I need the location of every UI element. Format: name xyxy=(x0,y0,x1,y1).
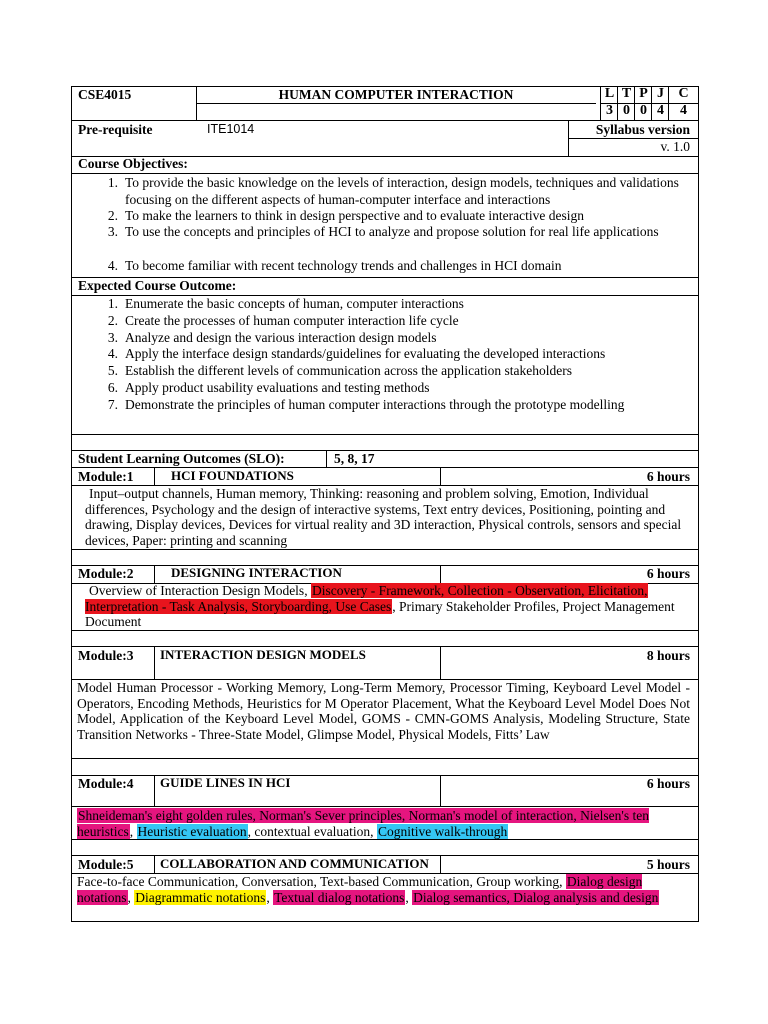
ltpjc-value-l: 3 xyxy=(606,103,613,118)
objective-item: 2. To make the learners to think in design perspective and to evaluate interactive design xyxy=(107,208,585,223)
outcome-item: 1. Enumerate the basic concepts of human, computer interactions xyxy=(107,296,464,311)
module-4-highlight-blue: Cognitive walk-through xyxy=(377,823,508,839)
module-5-text: Face-to-face Communication, Conversation, Text-based Communication, Group working, xyxy=(77,874,566,889)
outcome-item: 5. Establish the different levels of communication across the application stakeholders xyxy=(107,363,572,378)
module-5-text: , xyxy=(127,889,135,905)
course-title: HUMAN COMPUTER INTERACTION xyxy=(278,87,514,102)
module-4-title: GUIDE LINES IN HCI xyxy=(160,775,291,790)
outcome-item: 6. Apply product usability evaluations and testing methods xyxy=(107,380,430,395)
module-4-label: Module:4 xyxy=(78,776,134,791)
module-5-highlight-yellow: Diagrammatic notations xyxy=(135,889,266,905)
module-5-title: COLLABORATION AND COMMUNICATION xyxy=(160,856,429,871)
module-5-content xyxy=(77,874,695,905)
ltpjc-label-l: L xyxy=(604,86,615,101)
slo-value: 5, 8, 17 xyxy=(334,451,375,466)
outcome-item: 7. Demonstrate the principles of human computer interactions through the prototype modelling xyxy=(107,397,625,412)
ltpjc-value-j: 4 xyxy=(657,103,664,118)
module-1-hours: 6 hours xyxy=(646,469,690,484)
module-5-text: , xyxy=(266,889,274,905)
outcomes-heading: Expected Course Outcome: xyxy=(78,278,237,293)
module-4-text: , xyxy=(129,823,137,839)
ltpjc-label-j: J xyxy=(657,86,664,101)
module-3-label: Module:3 xyxy=(78,648,134,663)
module-1-title: HCI FOUNDATIONS xyxy=(171,468,294,483)
slo-label: Student Learning Outcomes (SLO): xyxy=(78,451,285,466)
ltpjc-value-c: 4 xyxy=(680,103,687,118)
module-5-hours: 5 hours xyxy=(646,857,690,872)
module-4-text: , contextual evaluation, xyxy=(247,823,377,839)
module-2-highlight-red: Discovery - Framework, Collection - Observation, Elicitation, Interpretation - Task Analysis, Storyboarding, Use Cases xyxy=(85,583,648,614)
module-1-content: Input–output channels, Human memory, Thinking: reasoning and problem solving, Emotion, Individual differences, Psychology and the design of interactive systems, Text entry devices, Positioning, pointing and drawing, Display devices, Devices for virtual reality and 3D interaction, Physical controls, sensors and special devices, Paper: printing and scanning xyxy=(85,486,682,548)
module-5-highlight-pink: Textual dialog notations xyxy=(274,889,405,905)
ltpjc-value-t: 0 xyxy=(623,103,630,118)
ltpjc-label-t: T xyxy=(621,86,632,101)
module-5-highlight-pink: Dialog design notations xyxy=(77,874,643,905)
outcome-item: 4. Apply the interface design standards/guidelines for evaluating the developed interactions xyxy=(107,346,606,361)
module-3-hours: 8 hours xyxy=(646,648,690,663)
module-5-label: Module:5 xyxy=(78,857,134,872)
module-2-label: Module:2 xyxy=(78,566,134,581)
prerequisite-value: ITE1014 xyxy=(207,122,255,136)
objectives-heading: Course Objectives: xyxy=(78,156,188,171)
module-2-text: Overview of Interaction Design Models, xyxy=(89,583,311,598)
module-5-text: , xyxy=(405,889,413,905)
outcome-item: 2. Create the processes of human computer interaction life cycle xyxy=(107,313,459,328)
module-3-title: INTERACTION DESIGN MODELS xyxy=(160,647,366,662)
syllabus-version-value: v. 1.0 xyxy=(660,139,690,154)
ltpjc-value-p: 0 xyxy=(640,103,647,118)
syllabus-version-label: Syllabus version xyxy=(595,122,690,137)
module-2-title: DESIGNING INTERACTION xyxy=(171,565,342,580)
module-2-content xyxy=(85,583,695,630)
course-code: CSE4015 xyxy=(78,87,132,102)
module-2-hours: 6 hours xyxy=(646,566,690,581)
module-2-text: , Primary Stakeholder Profiles, Project Management Document xyxy=(85,598,675,630)
ltpjc-label-c: C xyxy=(678,86,689,101)
module-4-highlight-blue: Heuristic evaluation xyxy=(137,823,247,839)
objective-item: 4. To become familiar with recent technology trends and challenges in HCI domain xyxy=(107,258,562,273)
objective-item: 1. To provide the basic knowledge on the levels of interaction, design models, techniques and validations focusing on the different aspects of human-computer interface and interactions xyxy=(107,175,679,207)
module-5-highlight-pink: Dialog semantics, Dialog analysis and design xyxy=(413,889,659,905)
module-1-label: Module:1 xyxy=(78,469,134,484)
outcome-item: 3. Analyze and design the various interaction design models xyxy=(107,330,437,345)
ltpjc-label-p: P xyxy=(639,86,648,101)
objective-item: 3. To use the concepts and principles of HCI to analyze and propose solution for real life applications xyxy=(107,224,659,239)
module-4-highlight-pink: Shneideman's eight golden rules, Norman's Sever principles, Norman's model of interaction, Nielsen's ten heuristics xyxy=(77,808,649,839)
module-4-hours: 6 hours xyxy=(646,776,690,791)
module-4-content xyxy=(77,808,695,839)
prerequisite-label: Pre-requisite xyxy=(78,122,153,137)
module-3-content: Model Human Processor - Working Memory, Long-Term Memory, Processor Timing, Keyboard Level Model - Operators, Encoding Methods, Heuristics for M Operator Placement, What the Keyboard Level Model Does Not Model, Application of the Keyboard Level Model, GOMS - CMN-GOMS Analysis, Modeling Structure, State Transition Networks - Three-State Model, Glimpse Model, Physical Models, Fitts’ Law xyxy=(77,680,690,742)
